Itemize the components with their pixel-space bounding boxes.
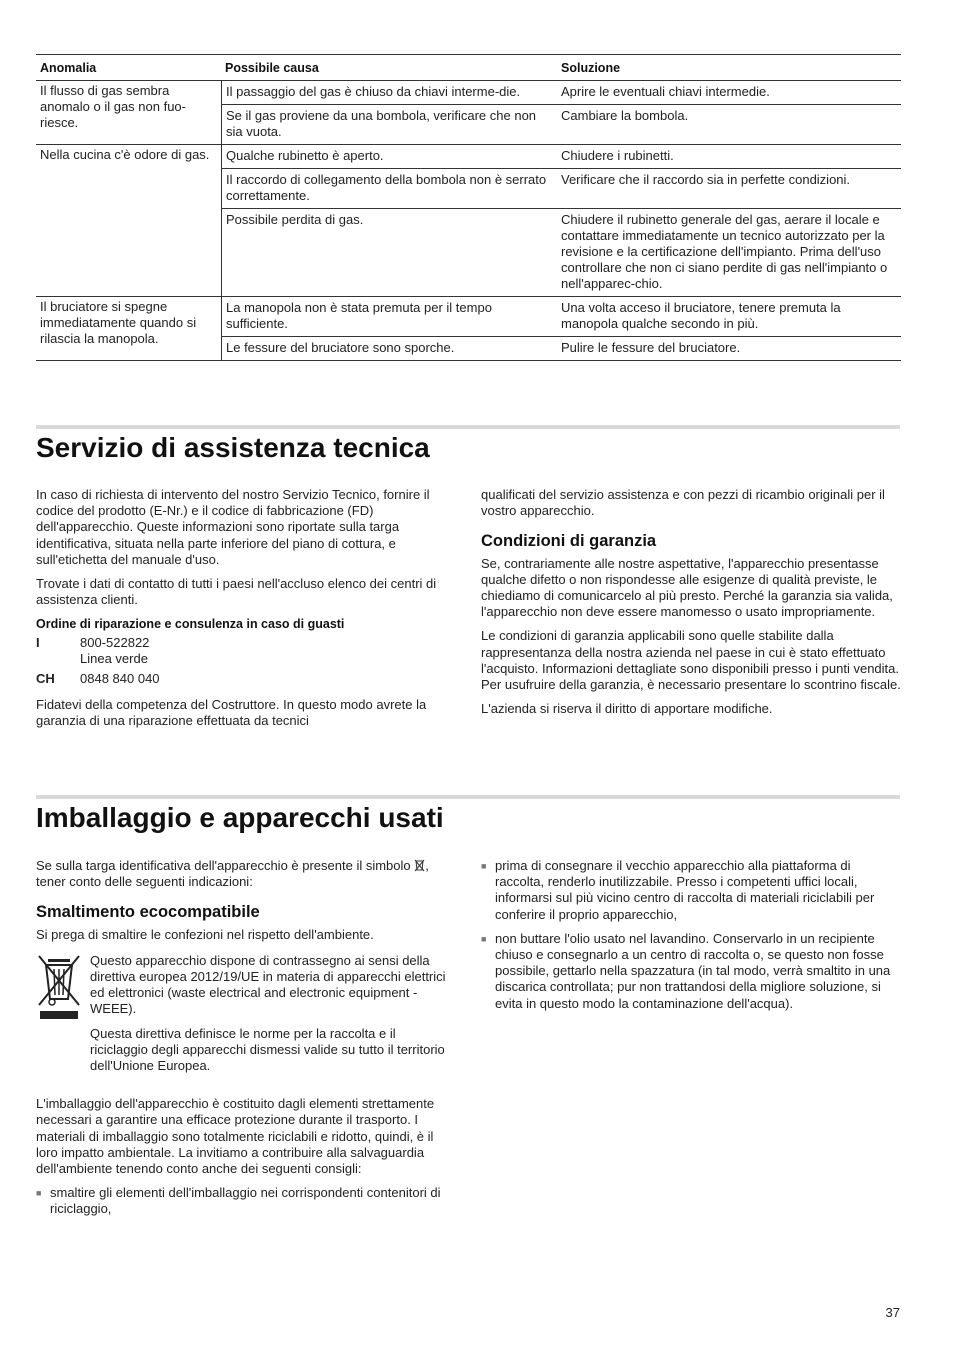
table-row [221, 105, 901, 144]
list-item [481, 858, 901, 923]
cause-cell: Qualche rubinetto è aperto. [221, 145, 557, 168]
bullet-square-icon: ■ [481, 933, 487, 944]
page-number: 37 [885, 1305, 900, 1320]
packaging-title: Imballaggio e apparecchi usati [36, 802, 444, 833]
weee-paragraph: Questo apparecchio dispone di contrassegno ai sensi della direttiva europea 2012/19/UE in materia di apparecchi elettrici ed elettronici (waste electrical and electronic equipment - WEEE). [90, 952, 446, 1017]
table-row [221, 209, 901, 296]
weee-paragraph: Questa direttiva definisce le norme per la raccolta e il riciclaggio degli apparecchi dismessi valide su tutto il territorio dell'Unione Europea. [90, 1025, 445, 1074]
solution-cell: Chiudere i rubinetti. [561, 148, 674, 163]
cause-cell: Possibile perdita di gas. [221, 209, 557, 296]
table-row [221, 337, 901, 360]
warranty-paragraph: L'azienda si riserva il diritto di apportare modifiche. [481, 701, 773, 717]
header-possibile-causa: Possibile causa [225, 60, 319, 75]
table-row [221, 297, 901, 337]
cause-cell: Se il gas proviene da una bombola, verificare che non sia vuota. [221, 105, 557, 144]
service-paragraph: qualificati del servizio assistenza e con pezzi di ricambio originali per il vostro apparecchio. [481, 487, 885, 519]
phone-country: I [36, 634, 40, 650]
weee-block [36, 953, 454, 1082]
packaging-right-column [481, 858, 901, 1020]
list-item-text: smaltire gli elementi dell'imballaggio nei corrispondenti contenitori di riciclaggio, [50, 1185, 441, 1217]
section-divider [36, 425, 900, 429]
bullet-square-icon: ■ [481, 861, 487, 871]
phone-entry [36, 671, 451, 687]
cause-cell: La manopola non è stata premuta per il tempo sufficiente. [221, 297, 557, 336]
header-anomalia: Anomalia [40, 60, 97, 75]
solution-cell: Aprire le eventuali chiavi intermedie. [561, 84, 770, 99]
cause-cell: Il passaggio del gas è chiuso da chiavi interme-die. [221, 81, 557, 104]
anomaly-cell: Il bruciatore si spegne immediatamente quando si rilascia la manopola. [40, 299, 197, 346]
service-paragraph: In caso di richiesta di intervento del nostro Servizio Tecnico, fornire il codice del prodotto (E-Nr.) e il codice di fabbricazione (FD) dell'apparecchio. Queste informazioni sono riportate sulla targa identificativa, situata nella parte inferiore del piano di cottura, e sull'etichetta del manuale d'uso. [36, 487, 430, 567]
anomaly-cell: Il flusso di gas sembra anomalo o il gas non fuo-riesce. [40, 83, 186, 130]
solution-cell: Verificare che il raccordo sia in perfette condizioni. [561, 172, 851, 187]
service-paragraph: Trovate i dati di contatto di tutti i paesi nell'accluso elenco dei centri di assistenza clienti. [36, 576, 437, 608]
table-row [221, 169, 901, 209]
table-row [221, 145, 901, 169]
table-row [221, 81, 901, 105]
table-header [36, 55, 901, 81]
weee-bin-icon [36, 953, 90, 1082]
phone-country: CH [36, 671, 55, 687]
intro-text: , tener conto delle seguenti indicazioni: [36, 858, 429, 890]
packaging-intro [36, 858, 454, 890]
header-soluzione: Soluzione [561, 60, 621, 75]
list-item [36, 1185, 454, 1217]
warranty-paragraph: Le condizioni di garanzia applicabili sono quelle stabilite dalla rappresentanza della nostra azienda nel paese in cui è stato effettuato l'acquisto. Informazioni dettagliate sono disponibili presso i punti vendita. Per usufruire della garanzia, è necessario presentare lo scontrino fiscale. [481, 628, 901, 693]
eco-paragraph: Si prega di smaltire le confezioni nel rispetto dell'ambiente. [36, 926, 374, 942]
section-divider [36, 795, 900, 799]
list-item [481, 931, 901, 1012]
phone-entry [36, 635, 451, 667]
warranty-paragraph: Se, contrariamente alle nostre aspettative, l'apparecchio presentasse qualche difetto o non rispondesse alle esigenze di qualità previste, le chiediamo di comunicarcelo al più presto. Perché la garanzia sia valida, l'apparecchio non deve essere manomesso o usato impropriamente. [481, 555, 893, 620]
eco-heading: Smaltimento ecocompatibile [36, 903, 260, 922]
table-group [36, 145, 901, 297]
list-item-text: non buttare l'olio usato nel lavandino. Conservarlo in un recipiente chiuso e consegnarlo a un centro di raccolta o, se questo non fosse possibile, gettarlo nella spazzatura (in tal modo, verrà smaltito in una discarica controllata; pur non trattandosi della migliore soluzione, si evita in questo modo la contaminazione dell'acqua). [495, 930, 891, 1011]
service-left-column [36, 487, 451, 738]
solution-cell: Chiudere il rubinetto generale del gas, aerare il locale e contattare immediatamente un tecnico autorizzato per la revisione e la certificazione dell'impianto. Prima dell'uso controllare che non ci siano perdite di gas nell'impianto o nell'apparec-chio. [561, 212, 888, 291]
list-item-text: prima di consegnare il vecchio apparecchio alla piattaforma di raccolta, renderlo inutilizzabile. Presso i competenti uffici locali, informarsi sul più vicino centro di raccolta di materiali riciclabili per conferire il proprio apparecchio, [495, 858, 875, 922]
service-right-column [481, 487, 901, 725]
service-paragraph: Fidatevi della competenza del Costruttore. In questo modo avrete la garanzia di una riparazione effettuata da tecnici [36, 697, 427, 729]
solution-cell: Pulire le fessure del bruciatore. [561, 340, 741, 355]
table-group [36, 81, 901, 145]
packaging-paragraph: L'imballaggio dell'apparecchio è costituito dagli elementi strettamente necessari a garantire una efficace protezione durante il trasporto. I materiali di imballaggio sono totalmente riciclabili e ridotto, quindi, è il loro impatto ambientale. La invitiamo a contribuire alla salvaguardia dell'ambiente tenendo conto anche dei seguenti consigli: [36, 1096, 435, 1177]
weee-small-icon [414, 858, 425, 873]
solution-cell: Una volta acceso il bruciatore, tenere premuta la manopola qualche secondo in più. [561, 300, 841, 331]
solution-cell: Cambiare la bombola. [561, 108, 689, 123]
intro-text: Se sulla targa identificativa dell'apparecchio è presente il simbolo [36, 858, 411, 873]
cause-cell: Il raccordo di collegamento della bombola non è serrato correttamente. [221, 169, 557, 208]
cause-cell: Le fessure del bruciatore sono sporche. [221, 337, 557, 360]
phone-number: 800-522822 [80, 634, 150, 650]
warranty-heading: Condizioni di garanzia [481, 532, 657, 551]
packaging-left-column [36, 858, 454, 1226]
order-heading: Ordine di riparazione e consulenza in caso di guasti [36, 617, 345, 632]
troubleshooting-table [36, 54, 901, 361]
phone-note: Linea verde [80, 650, 148, 666]
phone-number: 0848 840 040 [80, 671, 160, 687]
bullet-square-icon: ■ [36, 1188, 42, 1199]
anomaly-cell: Nella cucina c'è odore di gas. [40, 147, 210, 162]
service-title: Servizio di assistenza tecnica [36, 432, 430, 463]
table-group [36, 297, 901, 361]
